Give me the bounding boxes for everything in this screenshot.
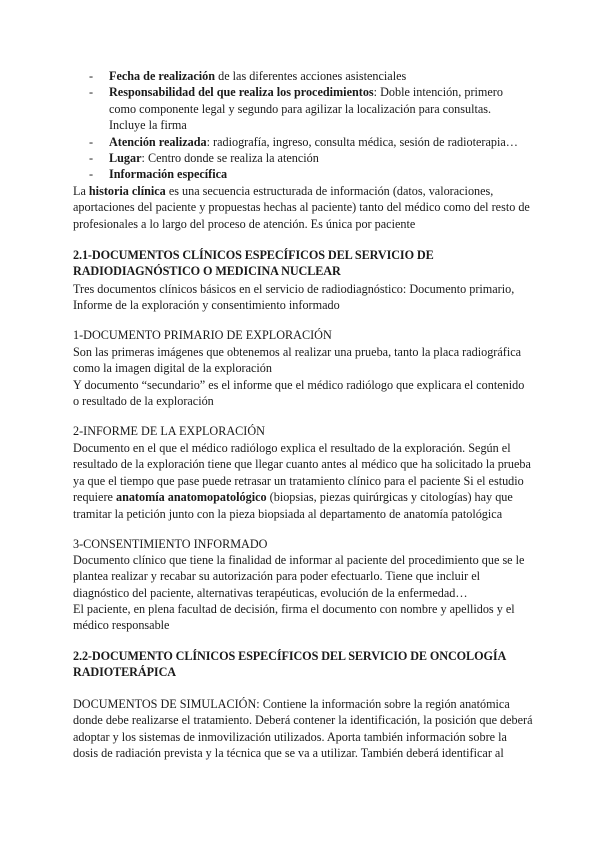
historia-term: historia clínica	[88, 184, 166, 198]
bullet-dash: -	[89, 85, 94, 100]
list-item	[89, 150, 529, 166]
bullet-text: : Centro donde se realiza la atención	[141, 151, 319, 166]
doc1-paragraph-1: Son las primeras imágenes que obtenemos al realizar una prueba, tanto la placa radiográfica como la imagen digital de la exploración	[73, 345, 522, 376]
section-2-1-heading: 2.1-DOCUMENTOS CLÍNICOS ESPECÍFICOS DEL SERVICIO DE RADIODIAGNÓSTICO O MEDICINA NUCLEAR	[73, 248, 434, 279]
doc1-title: 1-DOCUMENTO PRIMARIO DE EXPLORACIÓN	[73, 328, 332, 342]
bullet-text: : radiografía, ingreso, consulta médica, sesión de radioterapia…	[206, 134, 518, 149]
doc2-title: 2-INFORME DE LA EXPLORACIÓN	[73, 424, 265, 438]
bullet-term: Responsabilidad del que realiza los procedimientos	[109, 85, 374, 100]
bullet-dash: -	[89, 151, 94, 166]
doc2-pre: Documento en el que el médico radiólogo explica el resultado de la exploración. Según el resultado de la exploración tiene que llegar cuanto antes al médico que ha solicitado la prueba ya que el tiempo que pase puede retrasar un tratamiento clínico para el paciente Si el estudio requiere	[73, 441, 531, 505]
doc2-paragraph	[73, 440, 533, 522]
doc3-title: 3-CONSENTIMIENTO INFORMADO	[73, 537, 268, 551]
bullet-term: Información específica	[109, 167, 228, 182]
section-2-1-intro: Tres documentos clínicos básicos en el servicio de radiodiagnóstico: Documento primario, Informe de la exploración y consentimiento informado	[73, 282, 515, 313]
doc2-term: anatomía anatomopatológico	[115, 490, 267, 505]
bullet-list	[89, 68, 529, 183]
bullet-dash: -	[89, 134, 94, 149]
bullet-term: Fecha de realización	[109, 69, 216, 83]
bullet-text: : Doble intención, primero como componente legal y segundo para agilizar la localización para consultas. Incluye la firma	[109, 85, 503, 133]
doc1-paragraph-2: Y documento “secundario” es el informe que el médico radiólogo que explicara el contenido o resultado de la exploración	[73, 378, 525, 409]
bullet-term: Lugar	[109, 151, 142, 166]
simulacion-paragraph: DOCUMENTOS DE SIMULACIÓN: Contiene la información sobre la región anatómica donde debe realizarse el tratamiento. Deberá contener la identificación, la posición que deberá adoptar y los sistemas de inmovilización utilizados. Aporta también información sobre la dosis de radiación prevista y la técnica que se va a utilizar. También deberá identificar al	[73, 697, 533, 761]
list-item	[89, 84, 529, 133]
doc2-post: (biopsias, piezas quirúrgicas y citologías) hay que tramitar la petición junto con la pieza biopsiada al departamento de anatomía patológica	[73, 490, 513, 521]
historia-pre: La	[73, 184, 89, 198]
bullet-dash: -	[89, 167, 94, 182]
section-2-2-heading: 2.2-DOCUMENTO CLÍNICOS ESPECÍFICOS DEL SERVICIO DE ONCOLOGÍA RADIOTERÁPICA	[73, 649, 506, 680]
doc3-paragraph-1: Documento clínico que tiene la finalidad de informar al paciente del procedimiento que se le plantea realizar y recabar su autorización para poder efectuarlo. Tiene que incluir el diagnóstico del paciente, alternativas terapéuticas, evolución de la enfermedad…	[73, 553, 525, 600]
doc3-paragraph-2: El paciente, en plena facultad de decisión, firma el documento con nombre y apellidos y el médico responsable	[73, 602, 515, 633]
list-item	[89, 134, 529, 150]
historia-clinica-paragraph	[73, 183, 533, 232]
list-item	[89, 68, 529, 84]
list-item	[89, 166, 529, 182]
bullet-dash: -	[89, 69, 94, 83]
bullet-text: de las diferentes acciones asistenciales	[215, 69, 407, 83]
historia-post: es una secuencia estructurada de información (datos, valoraciones, aportaciones del paciente y propuestas hechas al paciente) tanto del médico como del resto de profesionales a lo largo del proceso de atención. Es única por paciente	[73, 184, 530, 231]
bullet-term: Atención realizada	[109, 134, 207, 149]
